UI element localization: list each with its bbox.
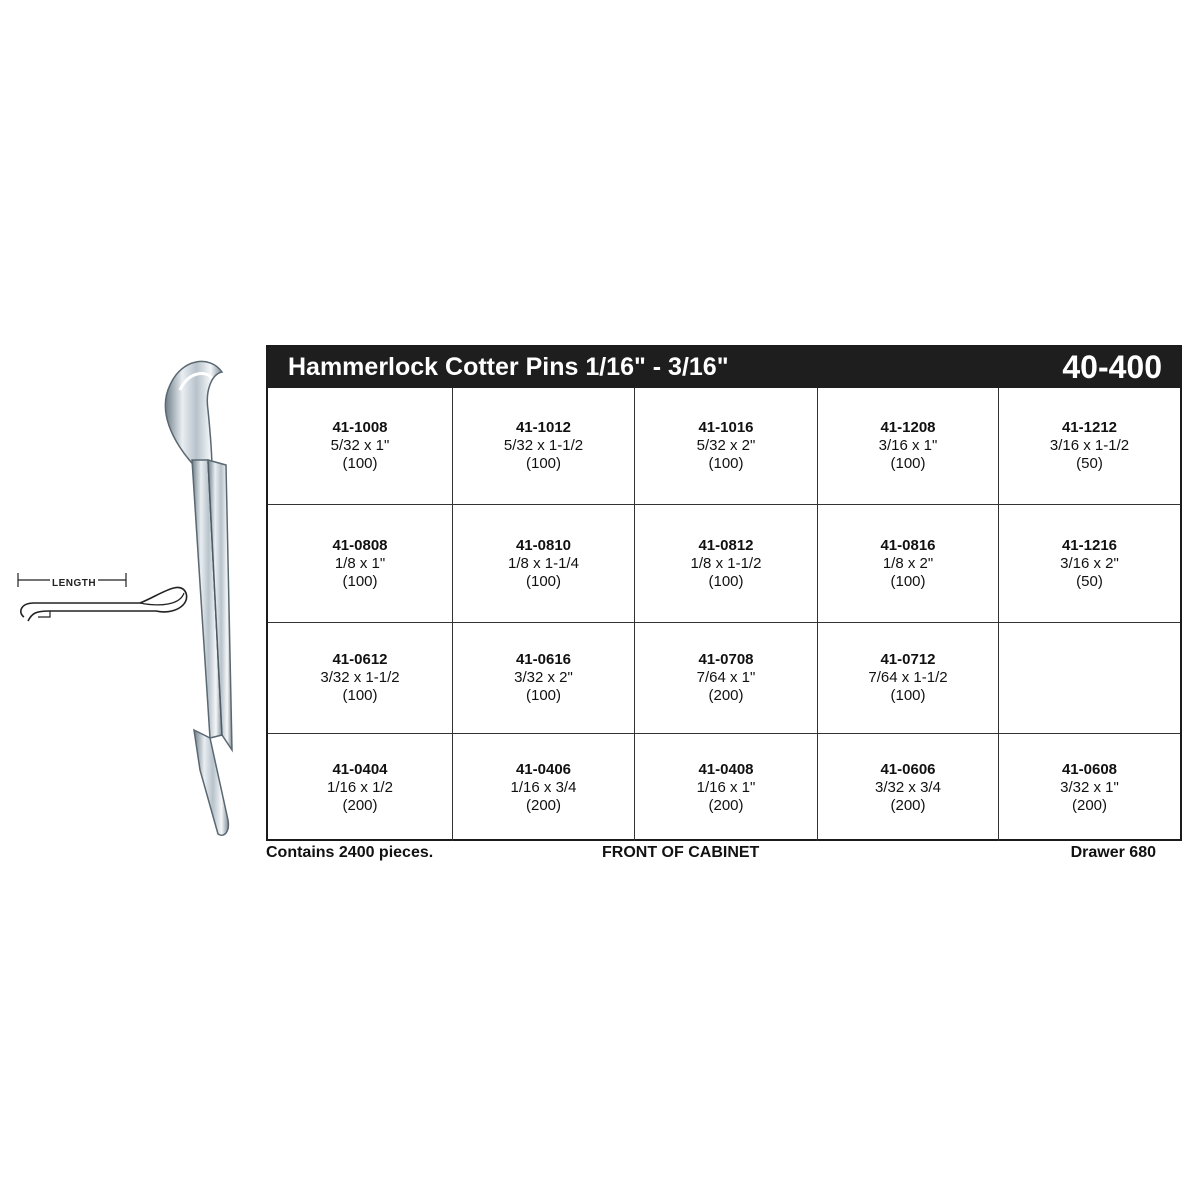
compartment-cell <box>999 505 1180 623</box>
pin-size: 5/32 x 2" <box>696 437 756 454</box>
compartment-cell <box>999 623 1180 734</box>
part-number: 41-0810 <box>515 536 572 554</box>
part-number: 41-0708 <box>698 651 754 668</box>
pin-size: 5/32 x 1" <box>330 437 390 454</box>
product-code: 40-400 <box>1062 349 1162 385</box>
quantity: (100) <box>525 687 562 704</box>
compartment-grid <box>268 388 1180 841</box>
part-number: 41-0812 <box>698 536 754 554</box>
panel-title: Hammerlock Cotter Pins 1/16" - 3/16" <box>288 353 729 381</box>
compartment-cell <box>635 505 818 623</box>
compartment-cell <box>818 505 999 623</box>
length-label: LENGTH <box>52 578 97 589</box>
compartment-cell <box>268 388 453 505</box>
compartment-cell <box>268 505 453 623</box>
pin-size: 3/32 x 1" <box>1060 778 1119 796</box>
drawer-number: Drawer 680 <box>1070 844 1156 861</box>
part-number: 41-1016 <box>698 419 754 436</box>
quantity: (100) <box>708 572 744 590</box>
part-number: 41-0816 <box>880 536 936 554</box>
drawer-label-panel <box>266 345 1182 841</box>
part-number: 41-1216 <box>1061 536 1118 554</box>
part-number: 41-1008 <box>332 419 388 436</box>
quantity: (100) <box>342 455 378 472</box>
part-number: 41-1012 <box>515 419 572 436</box>
quantity: (50) <box>1076 572 1103 590</box>
pin-size: 1/16 x 1" <box>696 778 756 796</box>
compartment-cell <box>818 623 999 734</box>
compartment-cell <box>453 734 635 841</box>
quantity: (100) <box>890 687 926 704</box>
part-number: 41-0404 <box>332 760 388 778</box>
piece-count: Contains 2400 pieces. <box>266 844 434 861</box>
compartment-cell <box>818 734 999 841</box>
pin-size: 3/32 x 2" <box>514 669 573 686</box>
part-number: 41-0612 <box>332 651 388 668</box>
pin-size: 1/8 x 1" <box>334 554 386 572</box>
compartment-cell <box>999 734 1180 841</box>
quantity: (100) <box>342 687 378 704</box>
pin-size: 3/32 x 3/4 <box>875 778 941 796</box>
quantity: (200) <box>1071 796 1108 814</box>
compartment-cell <box>453 388 635 505</box>
compartment-cell <box>268 734 453 841</box>
compartment-cell <box>818 388 999 505</box>
part-number: 41-1212 <box>1061 419 1118 436</box>
part-number: 41-0606 <box>880 760 936 778</box>
quantity: (100) <box>342 572 378 590</box>
quantity: (100) <box>525 455 562 472</box>
quantity: (200) <box>525 796 562 814</box>
compartment-cell <box>635 734 818 841</box>
quantity: (50) <box>1076 455 1103 472</box>
pin-size: 1/8 x 2" <box>882 554 934 572</box>
part-number: 41-0608 <box>1061 760 1118 778</box>
quantity: (200) <box>342 796 378 814</box>
compartment-cell <box>453 623 635 734</box>
pin-size: 1/8 x 1-1/2 <box>690 554 762 572</box>
part-number: 41-0406 <box>515 760 572 778</box>
length-diagram <box>10 565 200 635</box>
quantity: (100) <box>890 572 926 590</box>
panel-header <box>268 347 1180 388</box>
quantity: (200) <box>890 796 926 814</box>
quantity: (100) <box>525 572 562 590</box>
pin-size: 3/16 x 2" <box>1060 554 1119 572</box>
quantity: (200) <box>708 687 744 704</box>
quantity: (200) <box>708 796 744 814</box>
quantity: (100) <box>708 455 744 472</box>
part-number: 41-0712 <box>880 651 936 668</box>
pin-size: 3/16 x 1" <box>878 437 938 454</box>
pin-size: 1/8 x 1-1/4 <box>508 554 579 572</box>
pin-size: 3/32 x 1-1/2 <box>320 669 400 686</box>
part-number: 41-0408 <box>698 760 754 778</box>
pin-size: 1/16 x 3/4 <box>510 778 577 796</box>
quantity: (100) <box>890 455 926 472</box>
part-number: 41-1208 <box>880 419 936 436</box>
pin-size: 5/32 x 1-1/2 <box>503 437 584 454</box>
part-number: 41-0808 <box>332 536 388 554</box>
part-number: 41-0616 <box>515 651 572 668</box>
cabinet-front-label: FRONT OF CABINET <box>602 844 760 861</box>
pin-size: 1/16 x 1/2 <box>327 778 393 796</box>
compartment-cell <box>453 505 635 623</box>
pin-size: 7/64 x 1" <box>696 669 756 686</box>
compartment-cell <box>635 623 818 734</box>
compartment-cell <box>635 388 818 505</box>
compartment-cell <box>999 388 1180 505</box>
pin-size: 3/16 x 1-1/2 <box>1049 437 1130 454</box>
compartment-cell <box>268 623 453 734</box>
pin-size: 7/64 x 1-1/2 <box>868 669 948 686</box>
